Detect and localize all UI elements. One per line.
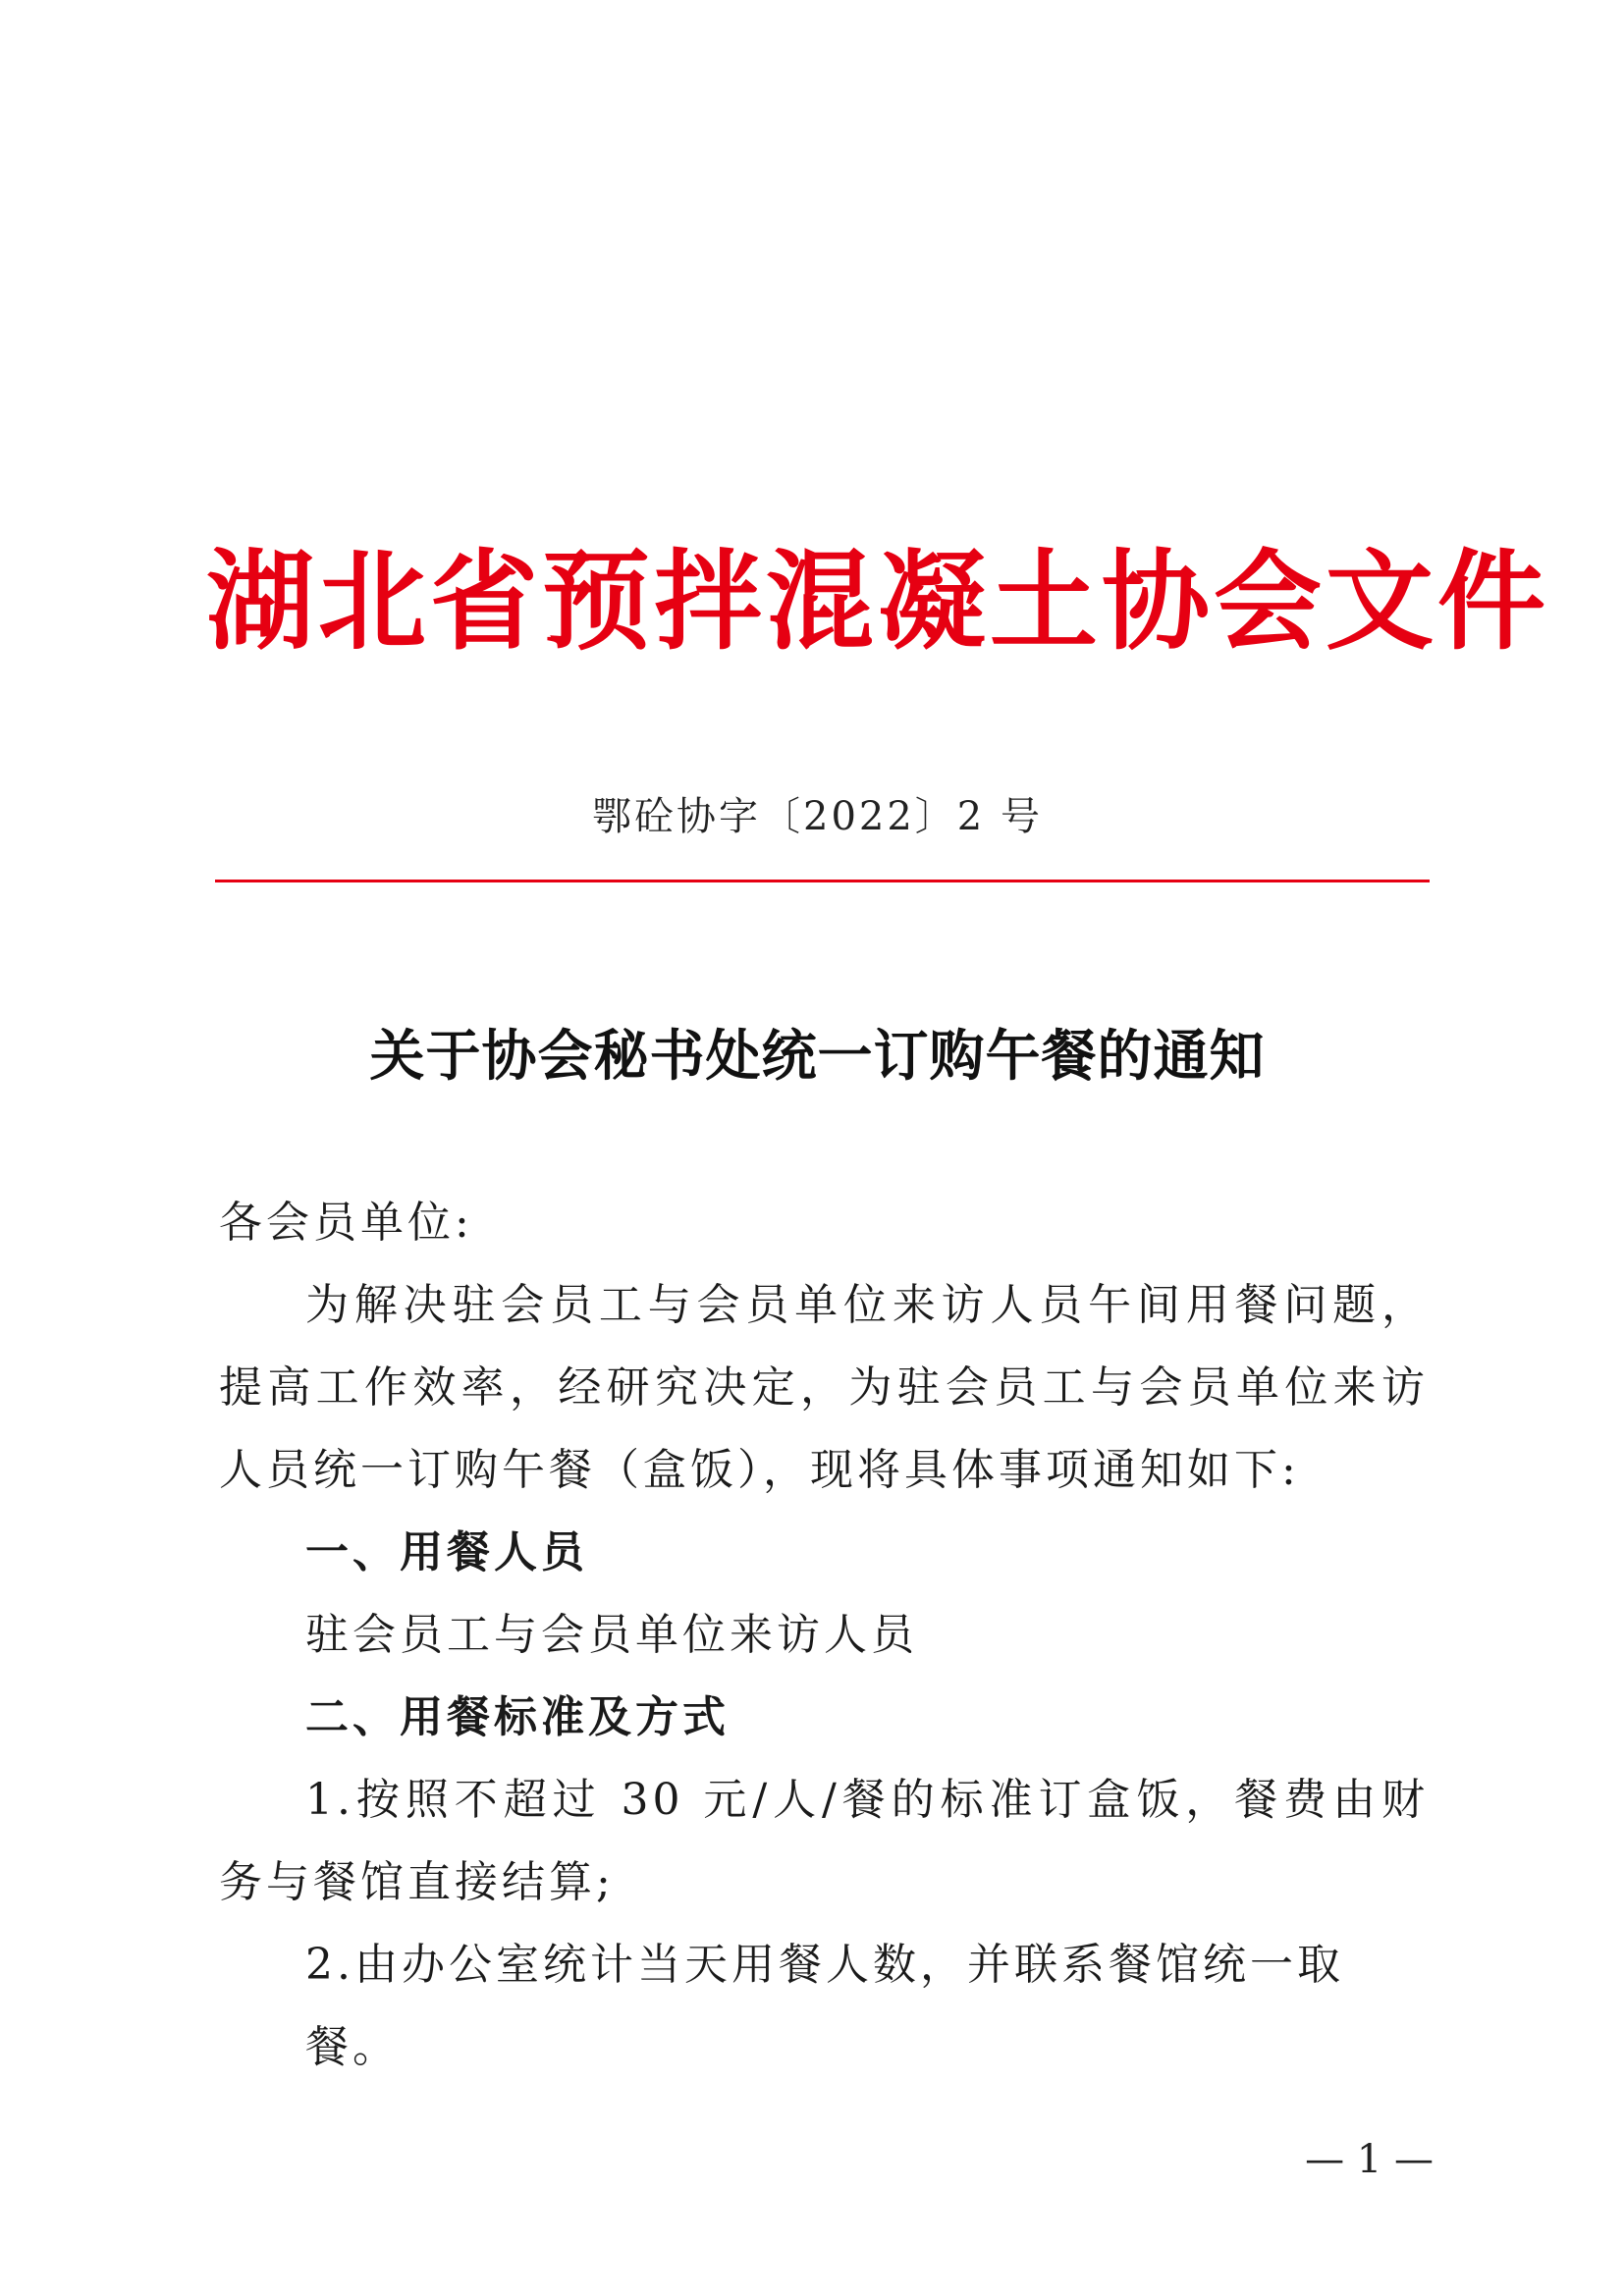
intro-paragraph: 为解决驻会员工与会员单位来访人员午间用餐问题，提高工作效率，经研究决定，为驻会员工与会员单位来访人员统一订购午餐（盒饭），现将具体事项通知如下: [219, 1280, 1429, 1495]
document-header-title: 湖北省预拌混凝土协会文件 [206, 538, 1549, 665]
section-text-diners: 驻会员工与会员单位来访人员 [305, 1610, 918, 1660]
section-heading-standard: 二、用餐标准及方式 [305, 1692, 730, 1742]
notice-title: 关于协会秘书处统一订购午餐的通知 [369, 1024, 1266, 1089]
page-number: — 1 — [1305, 2137, 1434, 2182]
section-heading-diners: 一、用餐人员 [305, 1527, 588, 1577]
header-divider [215, 880, 1430, 882]
salutation: 各会员单位: [219, 1198, 473, 1248]
standard-item-2: 2.由办公室统计当天用餐人数，并联系餐馆统一取餐。 [305, 1940, 1344, 2072]
document-number: 鄂砼协字〔2022〕2 号 [592, 794, 1043, 839]
standard-item-1: 1.按照不超过 30 元/人/餐的标准订盒饭，餐费由财务与餐馆直接结算; [219, 1775, 1429, 1907]
